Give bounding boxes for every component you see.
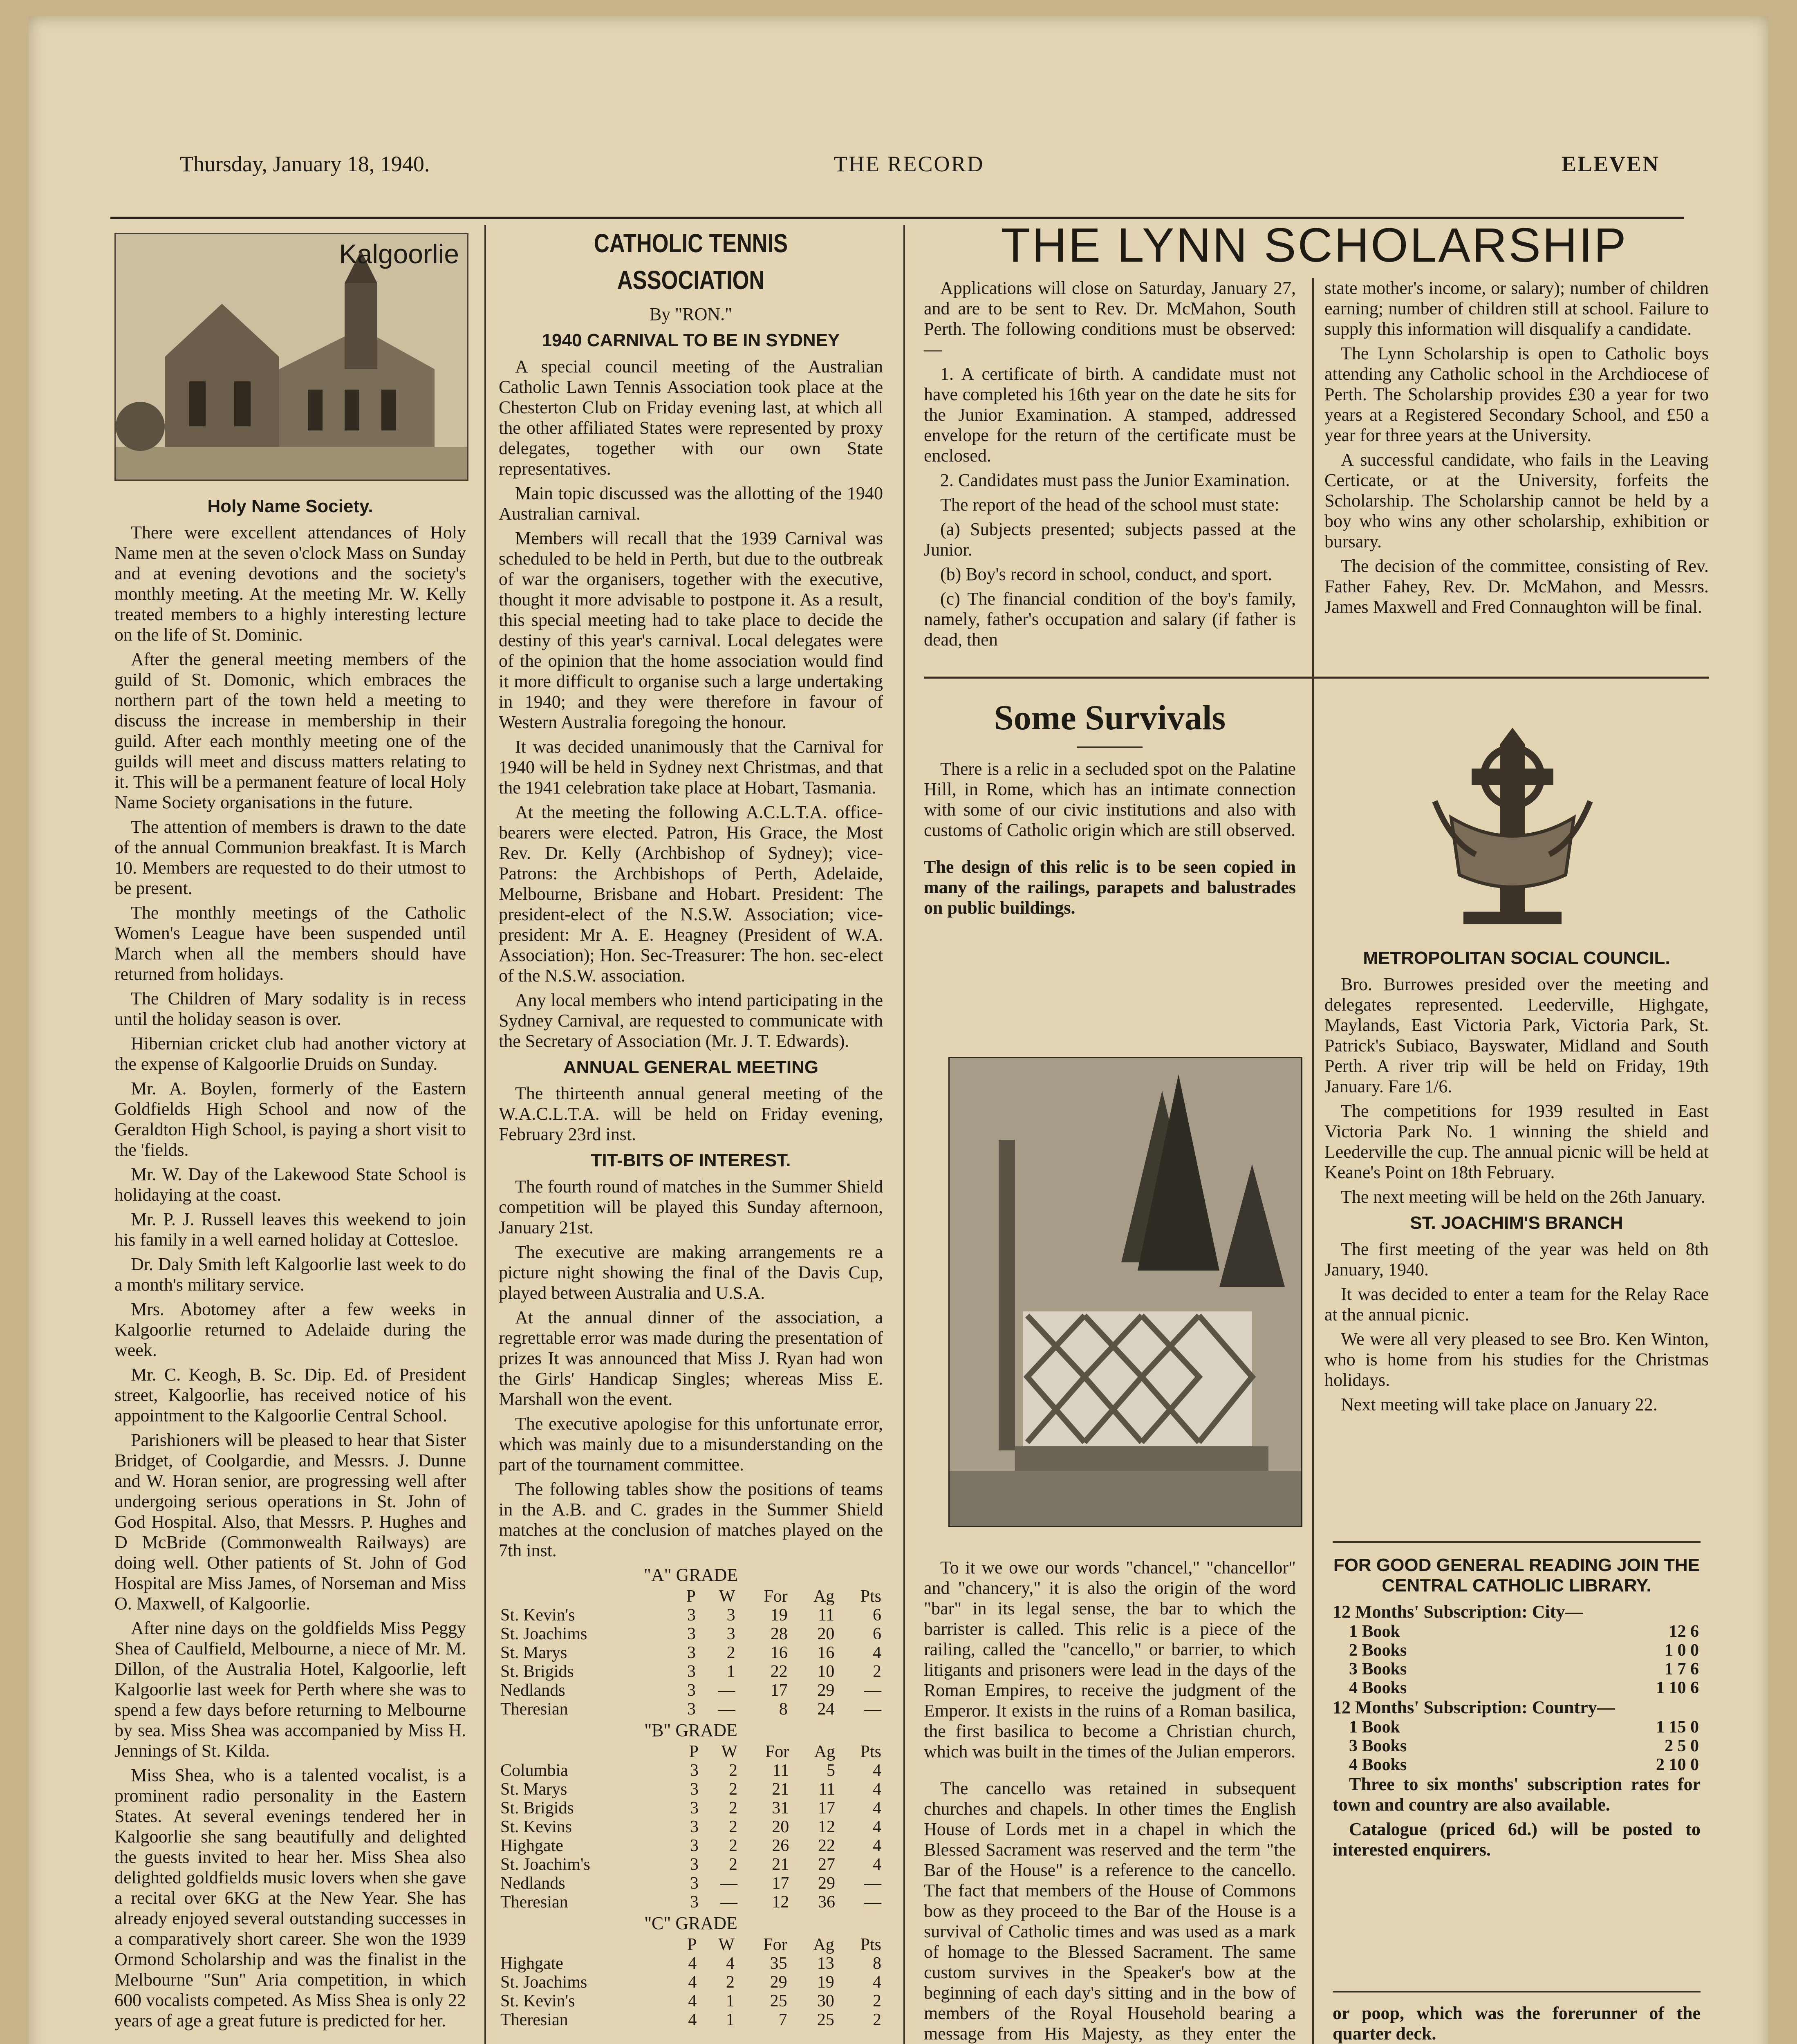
grade-stat: 29: [817, 1681, 835, 1700]
grade-stat: 2: [729, 1836, 738, 1855]
column-divider: [1312, 278, 1314, 2044]
joachim-paragraph: The first meeting of the year was held on 8th January, 1940.: [1324, 1239, 1709, 1280]
grade-stat: 35: [770, 1954, 787, 1973]
grade-stat: —: [864, 1893, 881, 1912]
grade-stat: 4: [873, 1799, 881, 1818]
masthead: [180, 151, 1660, 176]
lynn-paragraph: A successful candidate, who fails in the Leaving Certicate, or at the University, forfeits the Scholarship. The Scholarship cannot be held by a boy who wins any other scholarship, exhibition or bursary.: [1324, 450, 1709, 551]
grade-row: [499, 1700, 883, 1719]
tennis-paragraph: A special council meeting of the Australian Catholic Lawn Tennis Association took place at the Chesterton Club on Friday evening last, at which all the other affiliated States were represented by proxy delegates, together with our own State representatives.: [499, 356, 883, 479]
palatine-relic-photo: [948, 1057, 1302, 1527]
grade-header-cell: For: [763, 1935, 787, 1954]
lynn-paragraph: (c) The financial condition of the boy's family, namely, father's occupation and salary (if father is dead, then: [924, 589, 1296, 650]
grade-header-cell: W: [718, 1935, 735, 1954]
lynn-paragraph: (b) Boy's record in school, conduct, and sport.: [940, 564, 1272, 584]
rate-price: 1 7 6: [1665, 1660, 1699, 1679]
grade-stat: 27: [818, 1855, 836, 1874]
grade-stat: 4: [873, 1855, 881, 1874]
grade-row: [499, 1893, 883, 1912]
rate-price: 1 10 6: [1656, 1679, 1699, 1697]
joachim-paragraph: It was decided to enter a team for the Relay Race at the annual picnic.: [1324, 1284, 1709, 1325]
survivals-paragraph: To it we owe our words "chancel," "chancellor" and "chancery," it is also the origin of the word "bar" in its legal sense, the bar to which the barrister is called. This relic is a piece of the railing, called the "cancello," or barrier, to which litigants and prisoners were lead in the days of the Roman Empires, to receive the judgment of the Emperor. It exists in the ruins of a Roman basilica, the first basilica to become a Christian church, which was built in the times of the Julian emperors.: [924, 1558, 1296, 1762]
grade-header-row: [499, 1587, 883, 1606]
poop-continuation: [1333, 2003, 1701, 2044]
tennis-paragraph: Members will recall that the 1939 Carnival was scheduled to be held in Perth, but due to the outbreak of war the organisers, together with the executive, thought it more advisable to postpone it. As a result, this special meeting had to take place to decide the destiny of this year's carnival. Local delegates were of the opinion that the home association would find it more difficult to organise such a large undertaking in 1940; and they were therefore in favour of Western Australia foregoing the honour.: [499, 528, 883, 732]
grade-stat: 12: [772, 1893, 789, 1912]
metro-paragraph: Bro. Burrowes presided over the meeting and delegates represented. Leederville, Highgate, Maylands, East Victoria Park, Victoria Park, St. Patrick's Subiaco, Bayswater, Midland and South Perth. A river trip will be held on Friday, 19th January. Fare 1/6.: [1324, 974, 1709, 1096]
photo-caption: The design of this relic is to be seen copied in many of the railings, parapets and balustrades on public buildings.: [924, 857, 1296, 918]
grade-stat: 8: [779, 1700, 788, 1719]
tennis-subheading: ANNUAL GENERAL MEETING: [563, 1057, 819, 1077]
grade-stat: 3: [690, 1799, 699, 1818]
grade-stat: 2: [726, 1973, 735, 1992]
railing-icon: [950, 1058, 1301, 1526]
lynn-paragraph: state mother's income, or salary); number of children earning; number of children still at school. Failure to supply this information will disqualify a candidate.: [1324, 278, 1709, 339]
grade-row: [499, 1954, 883, 1973]
kalgoorlie-label: Kalgoorlie: [339, 239, 459, 269]
grade-stat: 2: [729, 1855, 738, 1874]
grade-stat: 6: [873, 1625, 881, 1643]
grade-header-cell: Pts: [860, 1587, 881, 1606]
grade-stat: 11: [818, 1780, 836, 1799]
tennis-subheading: 1940 CARNIVAL TO BE IN SYDNEY: [542, 330, 840, 350]
grade-header-row: [499, 1935, 883, 1954]
tennis-paragraph: The executive are making arrangements re a picture night showing the final of the Davis Cup, played between Australia and U.S.A.: [499, 1242, 883, 1303]
grade-heading: "A" GRADE: [643, 1565, 738, 1585]
grade-stat: 3: [687, 1625, 696, 1643]
team-name: Theresian: [500, 2010, 568, 2029]
kalgoorlie-paragraph: Hibernian cricket club had another victory at the expense of Kalgoorlie Druids on Sunday.: [114, 1033, 466, 1074]
grade-row: [499, 1818, 883, 1836]
grade-stat: 17: [770, 1681, 788, 1700]
team-name: Columbia: [500, 1761, 568, 1780]
kalgoorlie-paragraph: Dr. Daly Smith left Kalgoorlie last week to do a month's military service.: [114, 1254, 466, 1295]
grade-stat: —: [720, 1893, 738, 1912]
survivals-paragraph: There is a relic in a secluded spot on the Palatine Hill, in Rome, which has an intimate connection with some of our civic institutions and also with customs of Catholic origin which are still observed.: [924, 759, 1296, 840]
team-name: St. Brigids: [500, 1799, 574, 1818]
grade-tables: [499, 1565, 883, 2029]
grade-stat: 4: [688, 1954, 697, 1973]
grade-stat: 2: [729, 1818, 738, 1836]
rate-row: [1333, 1622, 1701, 1641]
team-name: St. Marys: [500, 1643, 567, 1662]
grade-header-blank: [499, 1587, 672, 1606]
grade-stat: 6: [873, 1606, 881, 1625]
grade-stat: 2: [873, 1662, 881, 1681]
tennis-column: [499, 225, 883, 2044]
grade-stat: 16: [817, 1643, 835, 1662]
grade-stat: 10: [817, 1662, 835, 1681]
kalgoorlie-paragraph: The attention of members is drawn to the date of the annual Communion breakfast. It is March 10. Members are requested to do their utmost to be present.: [114, 817, 466, 898]
poop-rule: [1333, 1991, 1701, 1992]
kalgoorlie-paragraph: Mr. A. Boylen, formerly of the Eastern Goldfields High School and now of the Geraldton High School, is paying a short visit to the 'fields.: [114, 1078, 466, 1160]
grade-row: [499, 1992, 883, 2010]
grade-header-cell: Ag: [813, 1587, 835, 1606]
rate-row: [1333, 1755, 1701, 1774]
grade-stat: 28: [770, 1625, 788, 1643]
grade-stat: 4: [726, 1954, 735, 1973]
survivals-heading-rule: [1077, 746, 1143, 748]
grade-stat: 3: [687, 1700, 696, 1719]
grade-row: [499, 1681, 883, 1700]
team-name: St. Brigids: [500, 1662, 574, 1681]
team-name: St. Kevin's: [500, 1992, 575, 2010]
grade-stat: 29: [770, 1973, 787, 1992]
lynn-paragraph: The decision of the committee, consisting of Rev. Father Fahey, Rev. Dr. McMahon, and Messrs. James Maxwell and Fred Connaughton will be final.: [1324, 556, 1709, 617]
joachim-paragraph: Next meeting will take place on January 22.: [1341, 1394, 1658, 1414]
grade-row: [499, 1625, 883, 1643]
rate-item: 1 Book: [1349, 1622, 1400, 1641]
lynn-paragraph: Applications will close on Saturday, January 27, and are to be sent to Rev. Dr. McMahon, South Perth. The following conditions must be observed:—: [924, 278, 1296, 359]
grade-stat: 16: [770, 1643, 788, 1662]
tennis-paragraph: At the annual dinner of the association, a regrettable error was made during the presentation of prizes It was announced that Miss J. Ryan had won the Girls' Handicap Singles; whereas Miss E. Marshall won the event.: [499, 1307, 883, 1409]
survivals-paragraph: The cancello was retained in subsequent churches and chapels. In other times the English House of Lords met in a chapel in which the Blessed Sacrament was reserved and the term "the Bar of the House" is a reference to the cancello. The fact that members of the House of Commons bow as they proceed to the Bar of the House is a survival of Catholic times and was used as a mark of homage to the Blessed Sacrament. The same custom survives in the Speaker's bow at the beginning of each day's sitting and in the bow of members of the Royal Household bearing a message from His Majesty, as they enter the: [924, 1778, 1296, 2044]
grade-table: [499, 1935, 883, 2029]
lynn-paragraph: 2. Candidates must pass the Junior Examination.: [940, 470, 1290, 490]
grade-stat: 4: [688, 1973, 697, 1992]
grade-stat: 4: [688, 2010, 697, 2029]
society-emblem: [1427, 719, 1598, 932]
grade-stat: —: [718, 1681, 735, 1700]
grade-row: [499, 1973, 883, 1992]
grade-stat: 3: [690, 1855, 699, 1874]
church-icon: [116, 234, 467, 480]
team-name: St. Joachim's: [500, 1855, 590, 1874]
lynn-left: [924, 278, 1296, 666]
kalgoorlie-paragraph: Mr. W. Day of the Lakewood State School is holidaying at the coast.: [114, 1164, 466, 1205]
grade-stat: 36: [818, 1893, 836, 1912]
rate-item: 2 Books: [1349, 1641, 1407, 1660]
library-ad: [1333, 1549, 1701, 1983]
crest-icon: [1427, 719, 1598, 932]
rate-price: 2 10 0: [1656, 1755, 1699, 1774]
rate-row: [1333, 1641, 1701, 1660]
tennis-paragraph: The thirteenth annual general meeting of the W.A.C.L.T.A. will be held on Friday evening, February 23rd inst.: [499, 1083, 883, 1144]
grade-stat: —: [864, 1700, 881, 1719]
grade-stat: 4: [873, 1818, 881, 1836]
grade-row: [499, 1662, 883, 1681]
tennis-heading: CATHOLIC TENNIS ASSOCIATION: [594, 229, 788, 295]
lynn-bottom-rule: [924, 677, 1709, 679]
team-name: Highgate: [500, 1954, 563, 1973]
grade-stat: —: [720, 1874, 738, 1893]
country-rates: [1333, 1718, 1701, 1774]
grade-stat: 13: [817, 1954, 834, 1973]
grade-stat: 4: [873, 1780, 881, 1799]
grade-heading: "B" GRADE: [644, 1720, 737, 1740]
grade-header-blank: [499, 1935, 674, 1954]
grade-stat: 22: [770, 1662, 788, 1681]
survivals-top: [924, 691, 1296, 1051]
lynn-paragraph: The report of the head of the school must state:: [940, 495, 1279, 515]
grade-stat: 3: [687, 1606, 696, 1625]
grade-row: [499, 1874, 883, 1893]
grade-stat: 22: [818, 1836, 836, 1855]
grade-stat: —: [864, 1874, 881, 1893]
kalgoorlie-paragraph: The monthly meetings of the Catholic Women's League have been suspended until March when all the members should have returned from holidays.: [114, 903, 466, 984]
grade-stat: 30: [817, 1992, 834, 2010]
grade-stat: 17: [772, 1874, 789, 1893]
survivals-body: [924, 1558, 1296, 2044]
rate-row: [1333, 1660, 1701, 1679]
holy-name-heading: Holy Name Society.: [207, 496, 373, 516]
rate-row: [1333, 1718, 1701, 1737]
tennis-paragraph: Main topic discussed was the allotting of the 1940 Australian carnival.: [499, 483, 883, 524]
grade-stat: 8: [873, 1954, 881, 1973]
grade-header-cell: P: [689, 1742, 699, 1761]
grade-stat: 4: [873, 1836, 881, 1855]
kalgoorlie-paragraph: After the general meeting members of the guild of St. Domonic, which embraces the northern part of the town held a meeting to discuss the increase in membership in their guild. After each monthly meeting one of the guilds will meet and discuss matters relating to it. This will be a permanent feature of local Holy Name Society organisations in the future.: [114, 649, 466, 812]
grade-header-cell: Ag: [814, 1742, 836, 1761]
grade-stat: 2: [873, 2010, 881, 2029]
grade-stat: 31: [772, 1799, 789, 1818]
metro-paragraph: The next meeting will be held on the 26th January.: [1341, 1187, 1705, 1207]
grade-header-cell: Pts: [860, 1935, 881, 1954]
grade-header-cell: W: [719, 1587, 735, 1606]
tennis-paragraph: The fourth round of matches in the Summer Shield competition will be played this Sunday afternoon, January 21st.: [499, 1177, 883, 1237]
grade-row: [499, 1855, 883, 1874]
team-name: St. Marys: [500, 1780, 567, 1799]
grade-stat: 4: [873, 1761, 881, 1780]
grade-header-cell: Ag: [813, 1935, 834, 1954]
grade-header-cell: For: [765, 1742, 789, 1761]
grade-heading: "C" GRADE: [644, 1913, 737, 1933]
grade-row: [499, 1780, 883, 1799]
kalgoorlie-paragraph: Mr. P. J. Russell leaves this weekend to join his family in a well earned holiday at Cottesloe.: [114, 1209, 466, 1250]
lynn-paragraph: The Lynn Scholarship is open to Catholic boys attending any Catholic school in the Archdiocese of Perth. The Scholarship provides £30 a year for two years at a Registered Secondary School, and £50 a year for three years at the University.: [1324, 343, 1709, 445]
grade-stat: 29: [818, 1874, 836, 1893]
library-heading: FOR GOOD GENERAL READING JOIN THE CENTRAL CATHOLIC LIBRARY.: [1333, 1555, 1700, 1596]
grade-stat: 21: [772, 1855, 789, 1874]
rate-row: [1333, 1679, 1701, 1697]
team-name: St. Joachims: [500, 1973, 587, 1992]
rate-item: 3 Books: [1349, 1660, 1407, 1679]
column-divider: [903, 225, 905, 2044]
grade-header-cell: Pts: [860, 1742, 881, 1761]
joachim-heading: ST. JOACHIM'S BRANCH: [1410, 1213, 1623, 1233]
country-heading: 12 Months' Subscription: Country—: [1333, 1697, 1615, 1717]
tennis-byline: By "RON.": [649, 304, 733, 324]
grade-stat: 25: [817, 2010, 834, 2029]
grade-stat: 2: [729, 1799, 738, 1818]
survivals-heading: Some Survivals: [994, 698, 1226, 737]
grade-stat: 2: [729, 1780, 738, 1799]
rate-item: 1 Book: [1349, 1718, 1400, 1737]
church-illustration: [114, 233, 468, 481]
lynn-paragraph: 1. A certificate of birth. A candidate must not have completed his 16th year on the date he sits for the Junior Examination. A stamped, addressed envelope for the return of the certificate must be enclosed.: [924, 364, 1296, 466]
team-name: Theresian: [500, 1700, 568, 1719]
team-name: Nedlands: [500, 1874, 565, 1893]
grade-stat: 4: [873, 1643, 881, 1662]
grade-stat: 3: [687, 1643, 696, 1662]
grade-table: [499, 1742, 883, 1912]
rate-item: 3 Books: [1349, 1737, 1407, 1755]
tennis-paragraph: Any local members who intend participating in the Sydney Carnival, are requested to communicate with the Secretary of Association (Mr. J. T. Edwards).: [499, 990, 883, 1051]
grade-stat: 3: [726, 1625, 735, 1643]
grade-row: [499, 1643, 883, 1662]
team-name: St. Kevins: [500, 1818, 572, 1836]
kalgoorlie-paragraph: There were excellent attendances of Holy Name men at the seven o'clock Mass on Sunday and at evening devotions and the society's monthly meeting. At the meeting Mr. W. Kelly treated members to a highly interesting lecture on the life of St. Dominic.: [114, 522, 466, 645]
grade-stat: 19: [770, 1606, 788, 1625]
page-number: ELEVEN: [1561, 152, 1660, 176]
tennis-paragraph: At the meeting the following A.C.L.T.A. office-bearers were elected. Patron, His Grace, the Most Rev. Dr. Kelly (Archbishop of Sydney); vice-Patrons: the Archbishops of Perth, Adelaide, Melbourne, Brisbane and Hobart. President: The president-elect of the N.S.W. Association; vice-president: Mr A. E. Heagney (President of W.A. Association); Hon. Sec-Treasurer: The hon. sec-elect of the N.S.W. association.: [499, 802, 883, 986]
grade-header-row: [499, 1742, 883, 1761]
grade-header-blank: [499, 1742, 676, 1761]
grade-stat: 21: [772, 1780, 789, 1799]
grade-table: [499, 1587, 883, 1719]
library-note: Three to six months' subscription rates for town and country are also available.: [1333, 1774, 1701, 1815]
column-divider: [484, 225, 486, 2044]
grade-stat: 3: [690, 1874, 699, 1893]
kalgoorlie-paragraph: Mrs. Abotomey after a few weeks in Kalgoorlie returned to Adelaide during the week.: [114, 1299, 466, 1360]
issue-date: Thursday, January 18, 1940.: [180, 152, 430, 176]
grade-row: [499, 1606, 883, 1625]
grade-stat: 2: [873, 1992, 881, 2010]
metro-heading: METROPOLITAN SOCIAL COUNCIL.: [1363, 948, 1670, 968]
grade-stat: 3: [690, 1893, 699, 1912]
grade-row: [499, 1761, 883, 1780]
grade-stat: 5: [827, 1761, 836, 1780]
grade-stat: 17: [818, 1799, 836, 1818]
grade-stat: 12: [818, 1818, 836, 1836]
grade-stat: 11: [772, 1761, 789, 1780]
metro-column: [1324, 942, 1709, 1535]
grade-stat: 3: [690, 1818, 699, 1836]
rate-price: 1 0 0: [1665, 1641, 1699, 1660]
grade-stat: 3: [690, 1836, 699, 1855]
grade-stat: 24: [817, 1700, 835, 1719]
metro-paragraph: The competitions for 1939 resulted in East Victoria Park No. 1 winning the shield and Leederville the cup. The annual picnic will be held at Keane's Point on 18th February.: [1324, 1101, 1709, 1182]
grade-stat: —: [718, 1700, 735, 1719]
grade-stat: 1: [726, 1992, 735, 2010]
kalgoorlie-paragraph: The Children of Mary sodality is in recess until the holiday season is over.: [114, 988, 466, 1029]
kalgoorlie-paragraph: Parishioners will be pleased to hear that Sister Bridget, of Coolgardie, and Messrs. J. Dunne and W. Horan senior, are progressing well after undergoing serious operations in St. John of God Hospital. Also, that Messrs. P. Hughes and D McBride (Commonwealth Railways) are doing well. Other patients of St. John of God Hospital are Miss James, of Norseman and Miss O. Maxwell, of Kalgoorlie.: [114, 1430, 466, 1614]
kalgoorlie-paragraph: Mr. C. Keogh, B. Sc. Dip. Ed. of President street, Kalgoorlie, has received notice of his appointment to the Kalgoorlie Central School.: [114, 1365, 466, 1425]
rate-item: 4 Books: [1349, 1679, 1407, 1697]
library-catalogue: Catalogue (priced 6d.) will be posted to interested enquirers.: [1333, 1819, 1701, 1860]
grade-stat: 2: [729, 1761, 738, 1780]
grade-stat: 3: [690, 1780, 699, 1799]
grade-stat: —: [864, 1681, 881, 1700]
grade-header-cell: P: [686, 1587, 696, 1606]
grade-stat: 19: [817, 1973, 834, 1992]
tennis-paragraph: The following tables show the positions of teams in the A.B. and C. grades in the Summer Shield matches at the conclusion of matches played on the 7th inst.: [499, 1479, 883, 1560]
team-name: Nedlands: [500, 1681, 565, 1700]
team-name: St. Joachims: [500, 1625, 587, 1643]
grade-stat: 20: [817, 1625, 835, 1643]
kalgoorlie-paragraph: After nine days on the goldfields Miss Peggy Shea of Caulfield, Melbourne, a niece of Mr. M. Dillon, of the Australia Hotel, Kalgoorlie, left Kalgoorlie last week for Perth where she was to spend a few days before returning to Melbourne by sea. Miss Shea was accompanied by Miss H. Jennings of St. Kilda.: [114, 1618, 466, 1761]
city-rates: [1333, 1622, 1701, 1697]
kalgoorlie-column: [114, 491, 466, 2031]
paper-name: THE RECORD: [834, 152, 984, 176]
grade-stat: 4: [688, 1992, 697, 2010]
kalgoorlie-paragraph: Miss Shea, who is a talented vocalist, is a prominent radio personality in the Eastern States. At several evenings tendered her in Kalgoorlie she sang beautifully and delighted the guests invited to hear her. Miss Shea also delighted goldfields music lovers when she gave a recital over 6KG at the New Year. She has already enjoyed several outstanding successes in a comparatively short career. She won the 1939 Ormond Scholarship and was the finalist in the Melbourne "Sun" Aria competition, in which 600 vocalists competed. As Miss Shea is only 22 years of age a great future is predicted for her.: [114, 1765, 466, 2031]
grade-header-cell: For: [764, 1587, 788, 1606]
grade-row: [499, 2010, 883, 2029]
lynn-paragraph: (a) Subjects presented; subjects passed at the Junior.: [924, 519, 1296, 560]
grade-header-cell: W: [721, 1742, 738, 1761]
grade-stat: 3: [687, 1681, 696, 1700]
grade-stat: 3: [690, 1761, 699, 1780]
joachim-paragraph: We were all very pleased to see Bro. Ken Winton, who is home from his studies for the Christmas holidays.: [1324, 1329, 1709, 1390]
grade-stat: 4: [873, 1973, 881, 1992]
newspaper-page: [29, 16, 1768, 2044]
rate-item: 4 Books: [1349, 1755, 1407, 1774]
team-name: St. Kevin's: [500, 1606, 575, 1625]
grade-row: [499, 1836, 883, 1855]
grade-stat: 7: [778, 2010, 787, 2029]
team-name: Highgate: [500, 1836, 563, 1855]
grade-stat: 3: [687, 1662, 696, 1681]
grade-header-cell: P: [687, 1935, 697, 1954]
rate-price: 1 15 0: [1656, 1718, 1699, 1737]
lynn-right: [1324, 278, 1709, 670]
grade-stat: 26: [772, 1836, 789, 1855]
rate-price: 12 6: [1669, 1622, 1699, 1641]
team-name: Theresian: [500, 1893, 568, 1912]
library-rule: [1333, 1541, 1701, 1543]
grade-stat: 3: [726, 1606, 735, 1625]
grade-stat: 1: [726, 1662, 735, 1681]
rate-row: [1333, 1737, 1701, 1755]
grade-stat: 25: [770, 1992, 787, 2010]
tennis-paragraph: The executive apologise for this unfortunate error, which was mainly due to a misunderstanding on the part of the tournament committee.: [499, 1414, 883, 1475]
grade-stat: 1: [726, 2010, 735, 2029]
grade-stat: 20: [772, 1818, 789, 1836]
rate-price: 2 5 0: [1665, 1737, 1699, 1755]
tennis-paragraph: It was decided unanimously that the Carnival for 1940 will be held in Sydney next Christmas, and that the 1941 celebration take place at Hobart, Tasmania.: [499, 737, 883, 798]
city-heading: 12 Months' Subscription: City—: [1333, 1602, 1583, 1622]
poop-bold: or poop, which was the forerunner of the quarter deck.: [1333, 2003, 1701, 2044]
grade-stat: 11: [818, 1606, 835, 1625]
tennis-subheading: TIT-BITS OF INTEREST.: [591, 1150, 791, 1170]
lynn-heading: THE LYNN SCHOLARSHIP: [1001, 218, 1628, 272]
grade-stat: 2: [726, 1643, 735, 1662]
grade-row: [499, 1799, 883, 1818]
